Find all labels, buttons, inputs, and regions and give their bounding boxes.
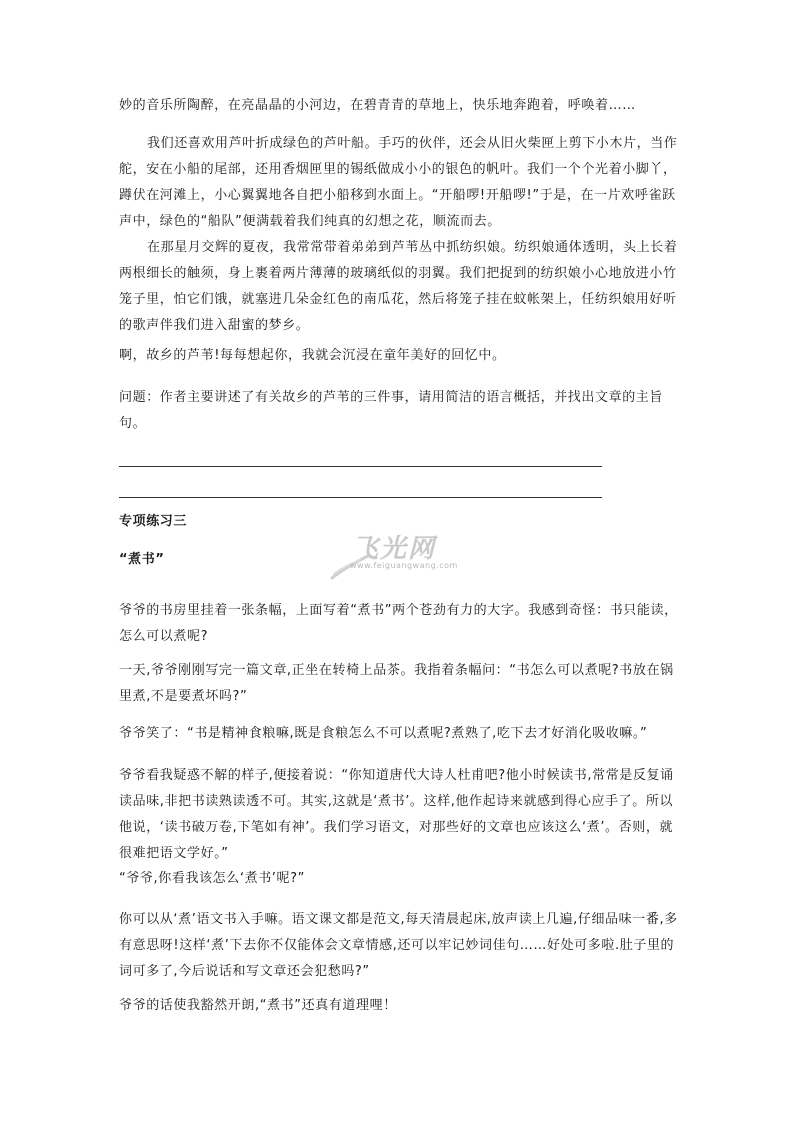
watermark-logo-text: 飞光网 — [352, 534, 437, 564]
section-heading: 专项练习三 — [119, 514, 188, 529]
story-paragraph-1: 爷爷的书房里挂着一张条幅，上面写着“煮书”两个苍劲有力的大字。我感到奇怪：书只能读，怎么可以煮呢? — [119, 603, 678, 644]
story-paragraph-7: 爷爷的话使我豁然开朗,“煮书”还真有道理哩！ — [119, 998, 397, 1013]
story-paragraph-2: 一天,爷爷刚刚写完一篇文章,正坐在转椅上品茶。我指着条幅问：“书怎么可以煮呢?书放在锅里煮,不是要煮坏吗?” — [119, 663, 674, 704]
question-text: 问题：作者主要讲述了有关故乡的芦苇的三件事，请用简洁的语言概括，并找出文章的主旨句。 — [119, 390, 664, 431]
story-paragraph-3: 爷爷笑了：“书是精神食粮嘛,既是食粮怎么不可以煮呢?煮熟了,吃下去才好消化吸收嘛。” — [119, 726, 648, 741]
paragraph-katydids: 在那星月交辉的夏夜，我常常带着弟弟到芦苇丛中抓纺织娘。纺织娘通体透明，头上长着两根细长的触须，身上裹着两片薄薄的玻璃纸似的羽翼。我们把捉到的纺织娘小心地放进小竹笼子里，怕它们饿，就塞进几朵金红色的南瓜花，然后将笼子挂在蚊帐架上，任纺织娘用好听的歌声伴我们进入甜蜜的梦乡。 — [119, 240, 678, 333]
paragraph-reed-boats: 我们还喜欢用芦叶折成绿色的芦叶船。手巧的伙伴，还会从旧火柴匣上剪下小木片，当作舵，安在小船的尾部，还用香烟匣里的锡纸做成小小的银色的帆叶。我们一个个光着小脚丫，蹲伏在河滩上，小心翼翼地各自把小船移到水面上。“开船啰!开船啰!”于是，在一片欢呼雀跃声中，绿色的“船队”便满载着我们纯真的幻想之花，顺流而去。 — [119, 136, 678, 229]
answer-line-2[interactable] — [119, 497, 602, 498]
article-title: “煮书” — [119, 552, 165, 567]
paragraph-closing: 啊，故乡的芦苇!每每想起你，我就会沉浸在童年美好的回忆中。 — [119, 348, 506, 363]
story-paragraph-4: 爷爷看我疑惑不解的样子,便接着说：“你知道唐代大诗人杜甫吧?他小时候读书,常常是反复诵读品味,非把书读熟读透不可。其实,这就是‘煮书’。这样,他作起诗来就感到得心应手了。所以他说，‘读书破万卷,下笔如有神’。我们学习语文，对那些好的文章也应该这么‘煮’。否则，就很难把语文学好。” — [119, 768, 674, 861]
answer-line-1[interactable] — [119, 466, 602, 467]
watermark-logo — [322, 528, 472, 588]
paragraph-continuation: 妙的音乐所陶醉，在亮晶晶的小河边，在碧青青的草地上，快乐地奔跑着，呼唤着…… — [119, 98, 636, 113]
watermark-url-text: www.feiguangwang.com — [350, 561, 458, 570]
story-paragraph-6: 你可以从‘煮’语文书入手嘛。语文课文都是范文,每天清晨起床,放声读上几遍,仔细品味一番,多有意思呀!这样‘煮’下去你不仅能体会文章情感,还可以牢记妙词佳句……好处可多啦.肚子里的词可多了,今后说话和写文章还会犯愁吗?” — [119, 912, 678, 979]
story-paragraph-5: “爷爷,你看我该怎么‘煮书’呢?” — [119, 871, 305, 886]
